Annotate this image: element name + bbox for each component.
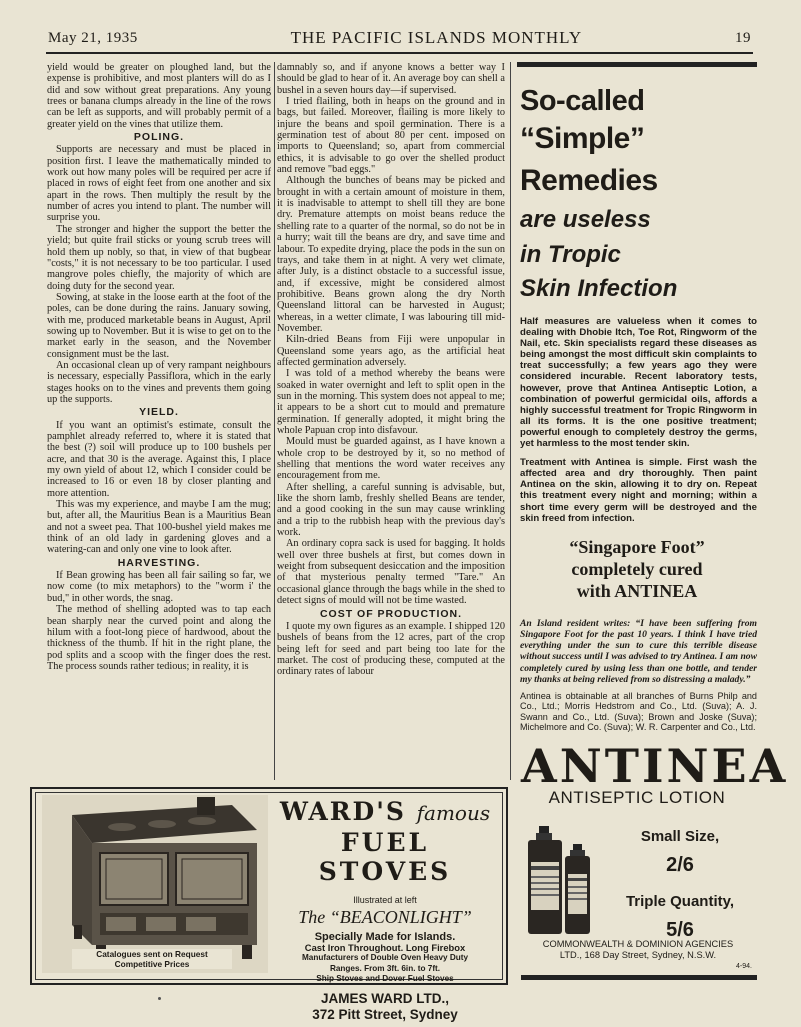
article-column-1 bbox=[47, 62, 271, 778]
subhead-line: “Singapore Foot” bbox=[569, 536, 705, 557]
company-name: JAMES WARD LTD., bbox=[321, 990, 449, 1006]
column-divider bbox=[274, 62, 275, 780]
paragraph: Sowing, at stake in the loose earth at the foot of the poles, can be done during the rains. January sowing, with me, produced marketable beans in August, April sowing up to November. But it is wise to get on to the market early in the season, and the November consignment must be the last. bbox=[47, 291, 271, 360]
paragraph: The method of shelling adopted was to tap each bean sharply near the curved point and along the hilum with a foot-long piece of hardwood, about the thickness of the thumb. If hit in the right plane, the pod splits and a scoop with the finger does the rest. The process sounds rather tedious; in reality, it is bbox=[47, 604, 271, 672]
ward-ad-text bbox=[274, 797, 496, 1023]
paragraph: This was my experience, and maybe I am the mug; but, after all, the Mauritius Bean is a Mauritius Bean and not a sweet pea. That 100-bushel yield makes me think of an old lady in gardening gloves and a watering-can and only one vine to look after. bbox=[47, 499, 271, 556]
catalogue-note bbox=[72, 949, 232, 969]
headline-line: “Simple” Remedies bbox=[520, 122, 658, 197]
spec-line: Specially Made for Islands. bbox=[314, 931, 456, 943]
bottles-illustration bbox=[525, 824, 605, 936]
paragraph: Mould must be guarded against, as I have known a whole crop to be destroyed by it, so no method of shelling that mentions the word water receives any encouragement from me. bbox=[277, 436, 505, 482]
agency-address bbox=[522, 939, 754, 970]
section-heading-cost: COST OF PRODUCTION. bbox=[319, 607, 463, 620]
paragraph: I was told of a method whereby the beans were soaked in water overnight and left to split open in the sun in the morning. This system does not appeal to me; it appears to be a short cut to mould and premature germination. If generally adopted, it might bring the whole Papuan crop into disfavour. bbox=[277, 368, 505, 436]
headline-line: So-called bbox=[520, 85, 645, 117]
brand-name: ANTINEA bbox=[521, 739, 789, 793]
paragraph: An occasional clean up of very rampant neighbours is necessary, especially Passiflora, which in the early stages hooks on to the vines and prevents them going up the supports. bbox=[47, 359, 271, 405]
stove-specs bbox=[274, 932, 496, 985]
bottle-icon bbox=[525, 824, 605, 936]
ad-paragraph: Half measures are valueless when it comes to dealing with Dhobie Itch, Toe Rot, Ringworm of the Nail, etc. Skin specialists regard these diseases as being amongst the most difficult skin complaints to treat successfully; a few years ago they were considered incurable. Recent laboratory tests, however, prove that Antinea Antiseptic Lotion, a combination of powerful germicidal oils, affords a highly successful treatment for Tropic Ringworm in all its forms. It is the one positive treatment; powerful enough to completely destroy the germs, yet harmless to the most tender skin. bbox=[520, 316, 757, 450]
ad-top-bar bbox=[517, 62, 757, 67]
header-rule bbox=[46, 52, 753, 54]
agency-line: LTD., 168 Day Street, Sydney, N.S.W. bbox=[559, 950, 717, 960]
paragraph: After shelling, a careful sunning is advisable, but, like the shorn lamb, freshly shelled Beans are tender, and a good cooking in the sun may cause wrinkling and a trip to the rubbish heap with the previous day's work. bbox=[277, 481, 505, 539]
print-speck bbox=[158, 997, 161, 1000]
ad-paragraph: Treatment with Antinea is simple. First wash the affected area and dry thoroughly. Then paint Antinea on the skin, allowing it to dry on. Repeat this treatment every night and morning; within a short time every germ will be destroyed and the skin freed from infection. bbox=[520, 457, 757, 524]
publication-title: THE PACIFIC ISLANDS MONTHLY bbox=[290, 28, 583, 47]
company-address: 372 Pitt Street, Sydney bbox=[312, 1006, 458, 1022]
model-name: The “BEACONLIGHT” bbox=[298, 907, 472, 927]
catalogue-line: Competitive Prices bbox=[114, 959, 190, 969]
spec-line: Ship Stoves and Dover Fuel Stoves bbox=[316, 974, 454, 983]
catalogue-line: Catalogues sent on Request bbox=[96, 949, 208, 959]
headline-line: Skin Infection bbox=[520, 275, 678, 302]
spec-line: Cast Iron Throughout. Long Firebox bbox=[304, 941, 466, 953]
paragraph: The stronger and higher the support the better the yield; but quite frail sticks or young scrub trees will hold them up nobly, so that, in view of that bugbear "costs," it is not necessary to be too particular. I used mangrove poles chiefly, the majority of which are doing duty for the second year. bbox=[47, 223, 271, 292]
ad-body bbox=[520, 316, 757, 524]
small-size-label: Small Size, bbox=[640, 828, 720, 845]
issue-date: May 21, 1935 bbox=[48, 29, 138, 46]
ward-brand-name: WARD'S bbox=[279, 797, 406, 826]
paragraph: Supports are necessary and must be placed in position first. I leave the mathematically minded to work out how many poles will be required per acre if placed in rows of eight feet from one another and six apart in the rows. Then multiply the result by the number of acres you intend to plant. The number will surprise you. bbox=[47, 144, 271, 224]
page-header bbox=[48, 26, 751, 50]
paragraph: I tried flailing, both in heaps on the ground and in bags, but failed. Moreover, flailing is more likely to injure the beans and spoil germination. There is a germination test of about 80 per cent. imposed on imports to Queensland; so, apart from commercial ethics, it is advisable to go over the shelled product and remove "bad eggs." bbox=[277, 96, 505, 176]
spec-line: Ranges. From 3ft. 6in. to 7ft. bbox=[329, 963, 441, 973]
ad-code: 4-94. bbox=[736, 963, 752, 970]
product-type: ANTISEPTIC LOTION bbox=[548, 788, 726, 807]
paragraph: Kiln-dried Beans from Fiji were unpopular in Queensland some years ago, as the artificial heat affected germination adversely. bbox=[277, 334, 505, 368]
wards-stoves-advertisement bbox=[30, 787, 508, 1022]
paragraph: An ordinary copra sack is used for bagging. It holds well over three bushels at first, but comes down in weight from subsequent desiccation and the imposition of that mysterious penalty termed "Tare." An occasional glance through the bags while in the shed to detect signs of mould will not be time wasted. bbox=[277, 538, 505, 607]
subhead-line: with ANTINEA bbox=[576, 580, 698, 601]
paragraph: Although the bunches of beans may be picked and brought in with a certain amount of moisture in them, it is inadvisable to attempt to shell till they are bone dry. Premature attempts on moist beans reduce the shelling rate to a quarter of the normal, so do not be in a hurry; wait till the beans are dry, and save time and labour. To expedite drying, place the pods in the sun on trays, and take them in at night. A very wet climate, after July, is a distinct obstacle to a successful issue, and, if excessive, might be considered almost prohibitive. Beans grown along the dry North Queensland littoral can be harvested in August; whereas, in a wetter climate, I was labouring till mid-November. bbox=[277, 175, 505, 334]
singapore-foot-heading bbox=[517, 536, 757, 602]
antinea-advertisement bbox=[517, 62, 757, 784]
ward-brand bbox=[274, 797, 496, 826]
paragraph: damnably so, and if anyone knows a better way I should be glad to hear of it. An average boy can shell a bushel in a seven hours day—if supervised. bbox=[277, 62, 505, 96]
small-size-price: 2/6 bbox=[666, 854, 694, 876]
paragraph: If Bean growing has been all fair sailing so far, we now come (to mix metaphors) to the "worm i' the bud," in other words, the snag. bbox=[47, 570, 271, 604]
spec-line: Manufacturers of Double Oven Heavy Duty bbox=[301, 953, 469, 962]
paragraph: yield would be greater on ploughed land, but the expense is prohibitive, and most planters will do as I did and sow without great preparations. Any young trees or banana clumps already in the line of the rows can be left as supports, and will probably permit of a greater yield on the vines that utilize them. bbox=[47, 62, 271, 130]
stove-icon bbox=[42, 795, 268, 973]
triple-quantity-price: 5/6 bbox=[666, 919, 694, 941]
agency-line: COMMONWEALTH & DOMINION AGENCIES bbox=[542, 939, 734, 949]
paragraph: I quote my own figures as an example. I shipped 120 bushels of beans from the 12 acres, part of the crop being left for seed and part being too late for the market. The cost of producing these, computed at the ordinary rates of labour bbox=[277, 620, 505, 678]
price-list bbox=[610, 822, 750, 942]
headline-line: in Tropic bbox=[520, 241, 621, 268]
page-number: 19 bbox=[735, 29, 751, 46]
ad-headline bbox=[520, 85, 757, 306]
ward-famous: famous bbox=[416, 801, 491, 825]
testimonial: An Island resident writes: “I have been suffering from Singapore Foot for the past 10 years. I think I have tried everything under the sun to cure this terrible disease without success until I was advised to try Antinea. I am now completely cured by using less than one bottle, and tender my thanks at being relieved from so distressing a malady.” bbox=[520, 617, 757, 685]
fuel-stoves-heading: FUEL STOVES bbox=[318, 828, 452, 886]
company-block bbox=[274, 991, 496, 1023]
paragraph: If you want an optimist's estimate, consult the pamphlet already referred to, where it is stated that the best (?) soil will produce up to 100 bushels per acre, and that 30 is the average. Against this, I place my own yield of about 12, which I consider could be increased to 16 or even 18 by closer planting and more attention. bbox=[47, 419, 271, 499]
stockists: Antinea is obtainable at all branches of Burns Philp and Co., Ltd.; Morris Hedstrom and Co., Ltd. (Suva); A. J. Swann and Co., Ltd. (Suva); Brown and Joske (Suva); Michelmore and Co. (Suva); W. R. Carpenter and Co., Ltd. bbox=[520, 690, 757, 732]
column-divider bbox=[510, 62, 511, 780]
illustrated-note: Illustrated at left bbox=[353, 895, 417, 905]
article-column-2 bbox=[277, 62, 505, 778]
section-heading-harvesting: HARVESTING. bbox=[117, 556, 201, 569]
section-heading-yield: YIELD. bbox=[139, 406, 179, 419]
headline-line: are useless bbox=[520, 206, 651, 233]
triple-quantity-label: Triple Quantity, bbox=[625, 893, 735, 910]
ad-bottom-bar bbox=[521, 975, 757, 980]
subhead-line: completely cured bbox=[571, 558, 703, 579]
stove-illustration bbox=[42, 795, 268, 973]
section-heading-poling: POLING. bbox=[133, 131, 185, 144]
